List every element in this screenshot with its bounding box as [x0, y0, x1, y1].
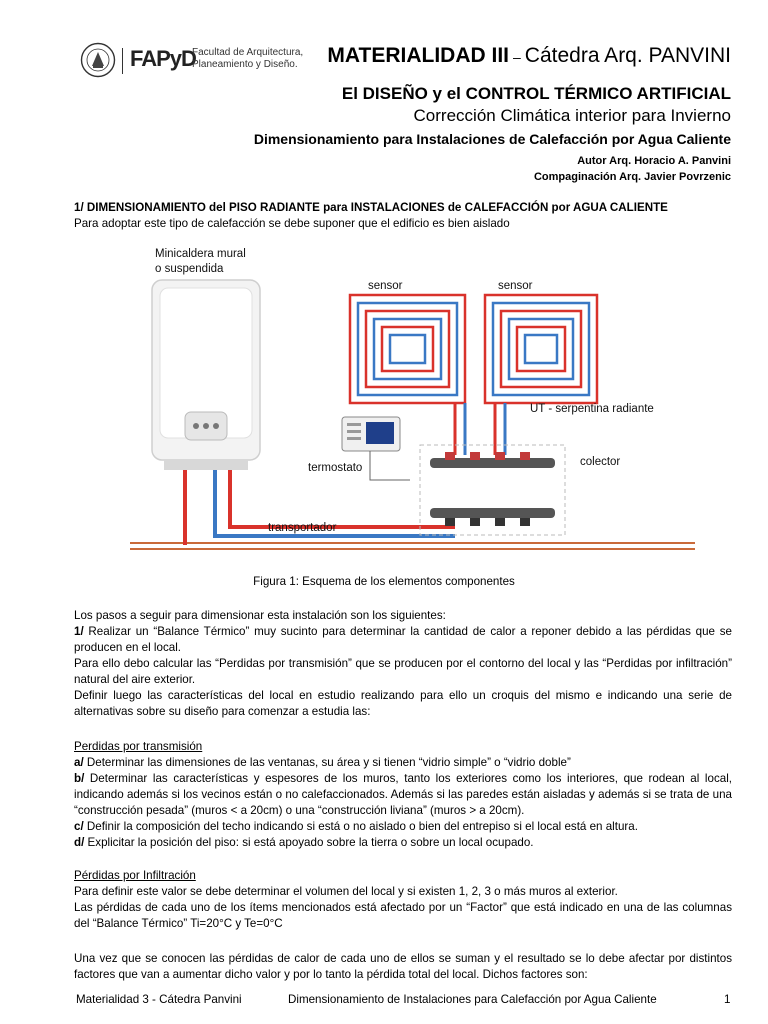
item-c-label: c/	[74, 820, 84, 833]
steps-intro: Los pasos a seguir para dimensionar esta instalación son los siguientes:	[74, 609, 446, 622]
transmission-heading: Perdidas por transmisión	[74, 740, 203, 753]
label-boiler-line2: o suspendida	[155, 263, 224, 275]
infiltration-heading: Pérdidas por Infiltración	[74, 869, 196, 882]
document-title: El DISEÑO y el CONTROL TÉRMICO ARTIFICIAL	[341, 84, 731, 103]
item-c-text: Definir la composición del techo indicando si está o no aislado o bien del entrepiso si el local está en altura.	[83, 820, 638, 833]
logo-wordmark: FAPyD	[130, 46, 196, 71]
course-title	[327, 44, 731, 68]
transmission-item-d	[74, 835, 732, 851]
author-line: Autor Arq. Horacio A. Panvini	[577, 155, 731, 167]
document-subtitle: Corrección Climática interior para Invierno	[413, 106, 731, 125]
label-transporter: transportador	[268, 522, 337, 534]
manifold-collector	[420, 445, 565, 535]
logo-separator	[122, 48, 123, 74]
section-heading: 1/ DIMENSIONAMIENTO del PISO RADIANTE para INSTALACIONES de CALEFACCIÓN por AGUA CALIENTE	[74, 201, 668, 214]
label-boiler-line1: Minicaldera mural	[155, 248, 246, 260]
course-separator: –	[513, 49, 521, 65]
wall-boiler	[152, 280, 260, 470]
transmission-item-b	[74, 771, 732, 819]
figure-caption: Figura 1: Esquema de los elementos componentes	[253, 575, 515, 588]
item-b-label: b/	[74, 772, 85, 785]
page-number: 1	[724, 993, 731, 1006]
infiltration-paragraph-1: Para definir este valor se debe determinar el volumen del local y si existen 1, 2, 3 o más muros al exterior.	[74, 885, 618, 898]
logo-faculty-name	[192, 47, 303, 71]
infiltration-paragraph-3: Una vez que se conocen las pérdidas de calor de cada uno de ellos se suman y el resultado se lo debe afectar por distintos factores que van a aumentar dicho valor y por lo tanto la pérdida total del local. Dichos factores son:	[74, 952, 732, 981]
thermostat-wire	[370, 451, 410, 480]
infiltration-paragraph-2: Las pérdidas de cada uno de los ítems mencionados está afectado por un “Factor” que está indicado en una de las columnas del “Balance Térmico” Ti=20°C y Te=0°C	[74, 901, 732, 930]
boiler-supply-pipe	[230, 470, 455, 527]
step-1-number: 1/	[74, 625, 84, 638]
item-a-label: a/	[74, 756, 84, 769]
course-chair: Cátedra Arq. PANVINI	[524, 44, 731, 67]
thermostat-device	[342, 417, 400, 451]
faculty-logo	[80, 40, 320, 84]
logo-line-2: Planeamiento y Diseño.	[192, 59, 298, 70]
document-topic: Dimensionamiento para Instalaciones de Calefacción por Agua Caliente	[253, 131, 731, 147]
step-1-text: Realizar un “Balance Térmico” muy sucinto para determinar la cantidad de calor a reponer debido a las pérdidas que se producen en el local.	[74, 625, 732, 654]
label-thermostat: termostato	[308, 462, 363, 474]
item-a-text: Determinar las dimensiones de las ventanas, su área y si tienen “vidrio simple” o “vidrio doble”	[83, 756, 571, 769]
university-seal-icon	[80, 42, 116, 78]
footer-course: Materialidad 3 - Cátedra Panvini	[76, 993, 242, 1006]
steps-paragraph-3: Definir luego las características del local en estudio realizando para ello un croquis del mismo e indicando una serie de alternativas sobre su diseño para comenzar a estudia las:	[74, 689, 732, 718]
label-sensor-left: sensor	[368, 280, 403, 292]
logo-line-1: Facultad de Arquitectura,	[192, 47, 304, 58]
item-b-text: Determinar las características y espesores de los muros, tanto los exteriores como los interiores, que rodean al local, indicando además si los vecinos están o no calefaccionados. Además si las paredes están aisladas y además si se trata de una “construcción pesada” (muros < a 20cm) o una “construcción liviana” (muros > a 20cm).	[74, 772, 732, 817]
label-sensor-right: sensor	[498, 280, 533, 292]
transmission-item-c	[74, 819, 732, 835]
transmission-item-a	[74, 755, 732, 771]
section-intro: Para adoptar este tipo de calefacción se debe suponer que el edificio es bien aislado	[74, 217, 510, 230]
item-d-text: Explicitar la posición del piso: si está apoyado sobre la tierra o sobre un local ocupado.	[84, 836, 534, 849]
radiant-coil-left	[350, 295, 465, 403]
steps-paragraph-2: Para ello debo calcular las “Perdidas por transmisión” que se producen por el contorno del local y las “Perdidas por infiltración” natural del aire exterior.	[74, 657, 732, 686]
label-collector: colector	[580, 456, 621, 468]
step-1	[74, 624, 732, 656]
footer-topic: Dimensionamiento de Instalaciones para Calefacción por Agua Caliente	[288, 993, 657, 1006]
layout-credit-line: Compaginación Arq. Javier Povrzenic	[533, 171, 731, 183]
item-d-label: d/	[74, 836, 85, 849]
heating-system-diagram	[130, 240, 695, 570]
course-name: MATERIALIDAD III	[327, 44, 509, 67]
label-radiant-coil: UT - serpentina radiante	[530, 403, 654, 415]
radiant-coil-right	[485, 295, 597, 403]
